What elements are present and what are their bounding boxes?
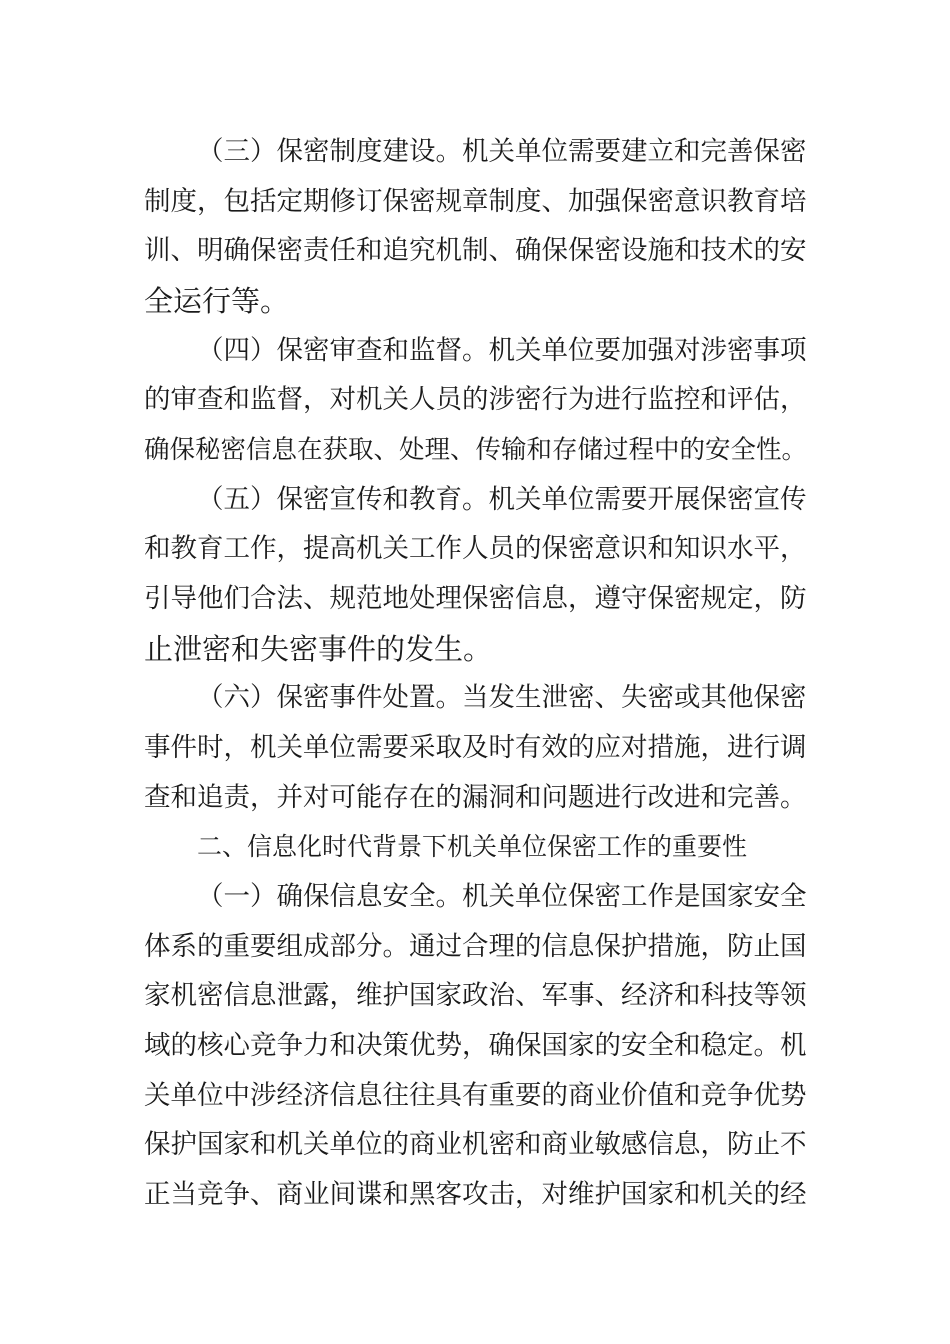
paragraph-3-line-2: 制度，包括定期修订保密规章制度、加强保密意识教育培 xyxy=(144,186,807,217)
paragraph-3-line-3: 训、明确保密责任和追究机制、确保保密设施和技术的安 xyxy=(144,235,807,266)
paragraph-1-line-2: 体系的重要组成部分。通过合理的信息保护措施，防止国 xyxy=(144,931,807,962)
paragraph-3-line-1: （三）保密制度建设。机关单位需要建立和完善保密 xyxy=(197,136,807,167)
paragraph-1-line-1: （一）确保信息安全。机关单位保密工作是国家安全 xyxy=(197,881,807,912)
paragraph-6-line-2: 事件时，机关单位需要采取及时有效的应对措施，进行调 xyxy=(144,732,807,763)
paragraph-4-line-3: 确保秘密信息在获取、处理、传输和存储过程中的安全性。 xyxy=(144,435,808,465)
paragraph-1-line-5: 关单位中涉经济信息往往具有重要的商业价值和竞争优势 xyxy=(144,1080,807,1111)
paragraph-5-line-3: 引导他们合法、规范地处理保密信息，遵守保密规定，防 xyxy=(144,583,807,614)
section-heading: 二、信息化时代背景下机关单位保密工作的重要性 xyxy=(197,832,748,861)
paragraph-5-line-4: 止泄密和失密事件的发生。 xyxy=(144,632,493,666)
paragraph-1-line-4: 域的核心竞争力和决策优势，确保国家的安全和稳定。机 xyxy=(144,1030,807,1061)
paragraph-1-line-3: 家机密信息泄露，维护国家政治、军事、经济和科技等领 xyxy=(144,980,807,1011)
paragraph-4-line-2: 的审查和监督，对机关人员的涉密行为进行监控和评估， xyxy=(144,384,807,415)
paragraph-6-line-3: 查和追责，并对可能存在的漏洞和问题进行改进和完善。 xyxy=(144,782,807,813)
paragraph-1-line-7: 正当竞争、商业间谍和黑客攻击，对维护国家和机关的经 xyxy=(144,1179,807,1210)
paragraph-4-line-1: （四）保密审查和监督。机关单位要加强对涉密事项 xyxy=(197,335,807,366)
paragraph-1-line-6: 保护国家和机关单位的商业机密和商业敏感信息，防止不 xyxy=(144,1129,807,1160)
paragraph-5-line-1: （五）保密宣传和教育。机关单位需要开展保密宣传 xyxy=(197,484,807,515)
paragraph-6-line-1: （六）保密事件处置。当发生泄密、失密或其他保密 xyxy=(197,682,807,713)
paragraph-3-line-4: 全运行等。 xyxy=(144,284,290,318)
paragraph-5-line-2: 和教育工作，提高机关工作人员的保密意识和知识水平， xyxy=(144,533,807,564)
